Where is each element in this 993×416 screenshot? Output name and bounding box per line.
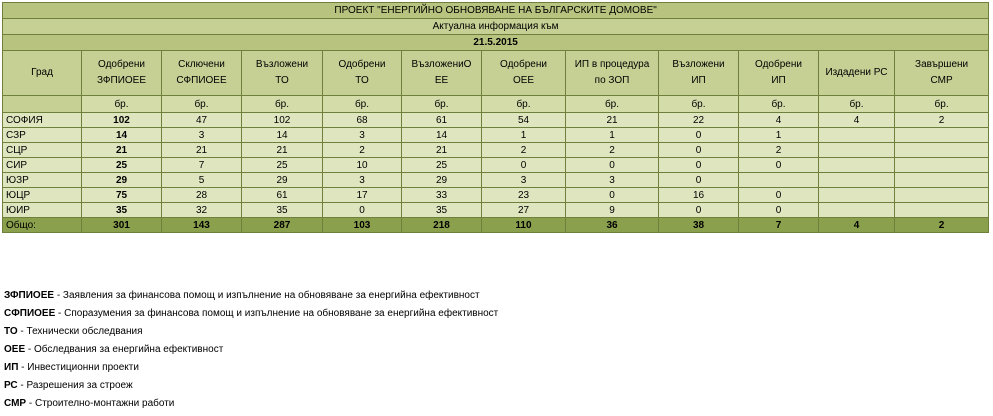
table-row <box>3 128 989 143</box>
value-cell: 21 <box>162 143 242 158</box>
value-cell: 1 <box>739 128 819 143</box>
report-subtitle: Актуална информация към <box>3 19 989 35</box>
column-header <box>82 51 162 96</box>
value-cell: 25 <box>242 158 323 173</box>
legend-abbreviation: РС <box>4 380 18 391</box>
report-title: ПРОЕКТ "ЕНЕРГИЙНО ОБНОВЯВАНЕ НА БЪЛГАРСКИТЕ ДОМОВЕ" <box>3 3 989 19</box>
value-cell: 2 <box>895 113 989 128</box>
value-cell: 68 <box>323 113 402 128</box>
legend-abbreviation: ТО <box>4 326 18 337</box>
legend-description: - Заявления за финансова помощ и изпълнение на обновяване за енергийна ефективност <box>54 290 480 301</box>
legend-abbreviation: СМР <box>4 398 27 409</box>
legend-description: - Обследвания за енергийна ефективност <box>25 344 224 355</box>
region-cell: СЦР <box>3 143 82 158</box>
value-cell: 14 <box>82 128 162 143</box>
value-cell: 16 <box>659 188 739 203</box>
value-cell: 3 <box>566 173 659 188</box>
column-header-line: ЕЕ <box>434 75 449 86</box>
value-cell: 21 <box>402 143 482 158</box>
value-cell: 23 <box>482 188 566 203</box>
legend-item <box>4 395 498 413</box>
region-cell: ЮИР <box>3 203 82 218</box>
column-header <box>895 51 989 96</box>
legend-description: - Разрешения за строеж <box>17 380 133 391</box>
value-cell: 3 <box>323 128 402 143</box>
table-row <box>3 143 989 158</box>
column-header-line: СМР <box>930 75 953 86</box>
legend-abbreviation: ИП <box>4 362 19 373</box>
value-cell: 4 <box>819 113 895 128</box>
value-cell <box>895 173 989 188</box>
value-cell: 17 <box>323 188 402 203</box>
unit-cell: бр. <box>659 96 739 113</box>
region-cell: СИР <box>3 158 82 173</box>
value-cell: 25 <box>82 158 162 173</box>
column-header-line: ТО <box>355 75 369 86</box>
column-header-line: Възложени <box>255 59 309 70</box>
value-cell: 0 <box>739 158 819 173</box>
value-cell <box>819 203 895 218</box>
value-cell <box>819 173 895 188</box>
value-cell: 2 <box>482 143 566 158</box>
total-value-cell: 4 <box>819 218 895 233</box>
column-header-line: ВъзложениО <box>411 59 472 70</box>
column-header-line: Завършени <box>915 59 969 70</box>
legend-abbreviation: СФПИОЕЕ <box>4 308 56 319</box>
table-row <box>3 203 989 218</box>
value-cell <box>819 158 895 173</box>
column-header-line: ЗФПИОЕЕ <box>96 75 147 86</box>
value-cell <box>895 158 989 173</box>
value-cell: 35 <box>402 203 482 218</box>
column-header <box>659 51 739 96</box>
value-cell: 21 <box>242 143 323 158</box>
column-header-line: Одобрени <box>338 59 386 70</box>
total-value-cell: 36 <box>566 218 659 233</box>
value-cell <box>895 203 989 218</box>
value-cell: 2 <box>323 143 402 158</box>
value-cell: 3 <box>323 173 402 188</box>
value-cell <box>895 188 989 203</box>
table-row <box>3 188 989 203</box>
column-header <box>402 51 482 96</box>
region-cell: СЗР <box>3 128 82 143</box>
value-cell <box>895 128 989 143</box>
region-cell: ЮЦР <box>3 188 82 203</box>
region-cell: СОФИЯ <box>3 113 82 128</box>
value-cell <box>895 143 989 158</box>
unit-cell: бр. <box>162 96 242 113</box>
value-cell <box>819 128 895 143</box>
total-value-cell: 38 <box>659 218 739 233</box>
column-header <box>3 51 82 96</box>
total-value-cell: 103 <box>323 218 402 233</box>
value-cell: 47 <box>162 113 242 128</box>
column-header-line: СФПИОЕЕ <box>176 75 227 86</box>
legend-item <box>4 305 498 323</box>
units-empty-cell <box>3 96 82 113</box>
legend-item <box>4 359 498 377</box>
column-header <box>819 51 895 96</box>
value-cell: 33 <box>402 188 482 203</box>
value-cell <box>819 188 895 203</box>
total-value-cell: 301 <box>82 218 162 233</box>
column-header-line: Одобрени <box>98 59 145 70</box>
value-cell: 0 <box>566 158 659 173</box>
total-row <box>3 218 989 233</box>
value-cell: 61 <box>242 188 323 203</box>
legend-description: - Инвестиционни проекти <box>18 362 139 373</box>
table-row <box>3 113 989 128</box>
value-cell: 10 <box>323 158 402 173</box>
unit-cell: бр. <box>482 96 566 113</box>
value-cell: 1 <box>566 128 659 143</box>
legend-abbreviation: ОЕЕ <box>4 344 26 355</box>
value-cell <box>819 143 895 158</box>
value-cell: 0 <box>659 173 739 188</box>
value-cell: 9 <box>566 203 659 218</box>
value-cell: 0 <box>482 158 566 173</box>
column-header-line: по ЗОП <box>594 75 630 86</box>
value-cell: 0 <box>739 203 819 218</box>
total-value-cell: 2 <box>895 218 989 233</box>
value-cell: 0 <box>659 158 739 173</box>
legend-abbreviation: ЗФПИОЕЕ <box>4 290 55 301</box>
legend-item <box>4 323 498 341</box>
value-cell: 14 <box>402 128 482 143</box>
value-cell: 102 <box>82 113 162 128</box>
unit-cell: бр. <box>739 96 819 113</box>
value-cell: 3 <box>162 128 242 143</box>
legend-item <box>4 377 498 395</box>
column-header-line: ОЕЕ <box>512 75 535 86</box>
column-header-line: ИП <box>771 75 786 86</box>
region-cell: ЮЗР <box>3 173 82 188</box>
value-cell: 2 <box>566 143 659 158</box>
unit-cell: бр. <box>819 96 895 113</box>
column-header-line: ТО <box>275 75 289 86</box>
legend-item <box>4 341 498 359</box>
abbreviation-legend <box>4 287 498 413</box>
value-cell: 29 <box>242 173 323 188</box>
column-header-line: ИП в процедура <box>574 59 650 70</box>
legend-description: - Споразумения за финансова помощ и изпълнение на обновяване за енергийна ефективност <box>55 308 499 319</box>
total-value-cell: 110 <box>482 218 566 233</box>
value-cell: 21 <box>566 113 659 128</box>
total-value-cell: 287 <box>242 218 323 233</box>
value-cell: 5 <box>162 173 242 188</box>
value-cell: 21 <box>82 143 162 158</box>
value-cell: 2 <box>739 143 819 158</box>
value-cell: 0 <box>659 128 739 143</box>
column-header <box>162 51 242 96</box>
value-cell: 35 <box>82 203 162 218</box>
column-header <box>566 51 659 96</box>
value-cell: 3 <box>482 173 566 188</box>
column-header-line: Възложени <box>672 59 725 70</box>
value-cell: 7 <box>162 158 242 173</box>
total-label: Общо: <box>3 218 82 233</box>
legend-description: - Технически обследвания <box>17 326 143 337</box>
column-header-line: Сключени <box>178 59 225 70</box>
value-cell: 0 <box>566 188 659 203</box>
legend-description: - Строително-монтажни работи <box>26 398 175 409</box>
column-header <box>739 51 819 96</box>
value-cell: 28 <box>162 188 242 203</box>
spreadsheet <box>2 2 988 233</box>
value-cell: 75 <box>82 188 162 203</box>
column-header-line: Одобрени <box>755 59 802 70</box>
column-header-line: Град <box>31 67 53 78</box>
unit-cell: бр. <box>82 96 162 113</box>
value-cell: 0 <box>659 143 739 158</box>
total-value-cell: 7 <box>739 218 819 233</box>
value-cell: 61 <box>402 113 482 128</box>
value-cell: 22 <box>659 113 739 128</box>
column-header-line: ИП <box>691 75 706 86</box>
value-cell: 0 <box>659 203 739 218</box>
unit-cell: бр. <box>242 96 323 113</box>
unit-cell: бр. <box>402 96 482 113</box>
column-header <box>482 51 566 96</box>
column-header-line: Одобрени <box>500 59 547 70</box>
column-header-line: Издадени РС <box>825 67 888 78</box>
value-cell: 0 <box>323 203 402 218</box>
value-cell: 32 <box>162 203 242 218</box>
value-cell: 29 <box>402 173 482 188</box>
unit-cell: бр. <box>323 96 402 113</box>
unit-cell: бр. <box>566 96 659 113</box>
value-cell: 14 <box>242 128 323 143</box>
value-cell: 29 <box>82 173 162 188</box>
value-cell: 35 <box>242 203 323 218</box>
value-cell: 27 <box>482 203 566 218</box>
table-row <box>3 158 989 173</box>
legend-item <box>4 287 498 305</box>
value-cell: 1 <box>482 128 566 143</box>
value-cell: 0 <box>739 188 819 203</box>
value-cell: 25 <box>402 158 482 173</box>
column-header <box>323 51 402 96</box>
value-cell: 54 <box>482 113 566 128</box>
value-cell: 102 <box>242 113 323 128</box>
report-table <box>2 2 989 233</box>
report-date: 21.5.2015 <box>3 35 989 51</box>
total-value-cell: 218 <box>402 218 482 233</box>
column-header <box>242 51 323 96</box>
value-cell: 4 <box>739 113 819 128</box>
unit-cell: бр. <box>895 96 989 113</box>
total-value-cell: 143 <box>162 218 242 233</box>
value-cell <box>739 173 819 188</box>
table-row <box>3 173 989 188</box>
